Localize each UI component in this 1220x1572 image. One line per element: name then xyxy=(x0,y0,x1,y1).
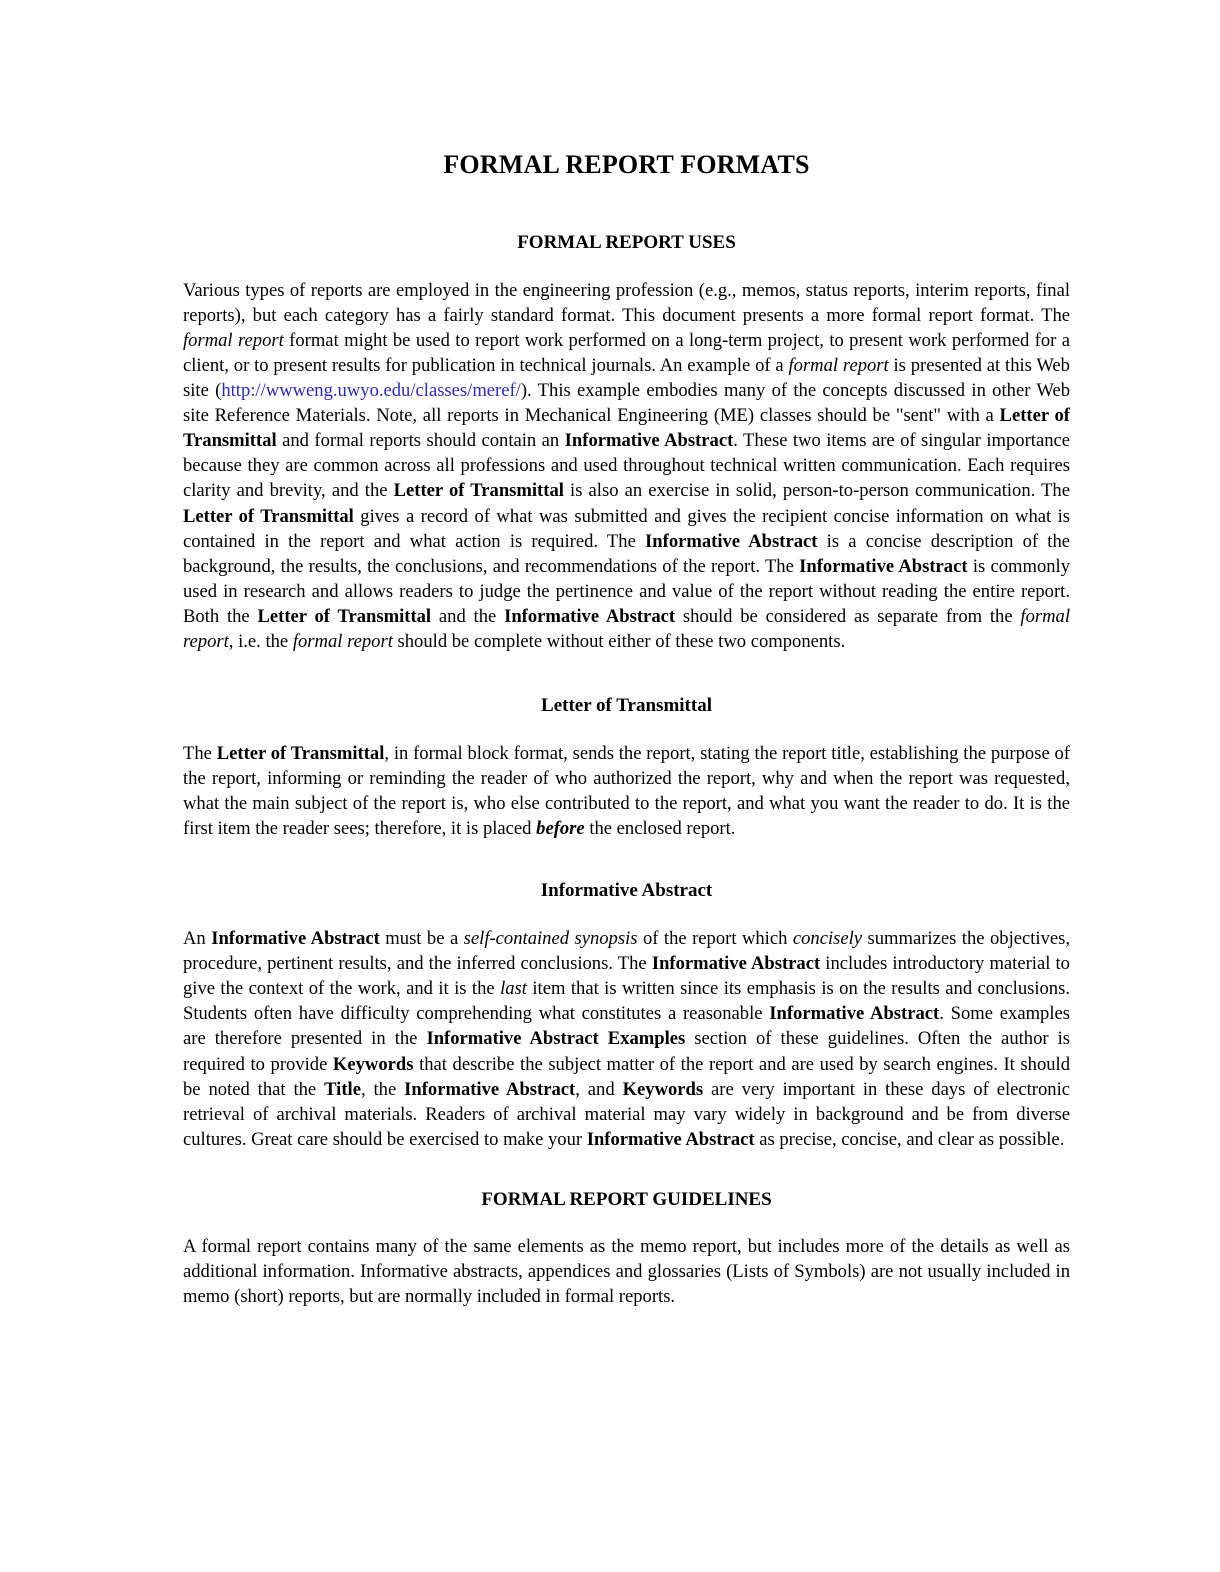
strong-letter-of-transmittal: Letter of Transmittal xyxy=(393,480,564,502)
strong-keywords: Keywords xyxy=(332,1053,414,1075)
strong-informative-abstract: Informative Abstract xyxy=(504,605,676,627)
strong-informative-abstract: Informative Abstract xyxy=(651,953,821,975)
strong-emphasis-before: before xyxy=(536,818,585,840)
text-run: of the report which xyxy=(637,928,793,950)
text-run: is presented at this Web site ( xyxy=(183,354,1070,402)
text-run: , and xyxy=(575,1078,623,1100)
text-run: must be a xyxy=(379,928,464,950)
text-run: gives a record of what was submitted and gives the recipient concise information on what is contained in the report and what action is required. The xyxy=(183,505,1070,552)
strong-letter-of-transmittal: Letter of Transmittal xyxy=(257,605,432,627)
text-run: includes introductory material to give the context of the work, and it is the xyxy=(183,953,1070,1000)
strong-informative-abstract: Informative Abstract xyxy=(645,530,818,552)
text-run: , i.e. the xyxy=(228,631,293,652)
emphasis-formal-report: formal report xyxy=(788,354,889,376)
strong-informative-abstract: Informative Abstract xyxy=(211,928,380,950)
emphasis-formal-report: formal report xyxy=(183,605,1070,652)
text-run: format might be used to report work performed on a long-term project, to present work performed for a client, or to present results for publication in technical journals. An example of a xyxy=(183,329,1070,376)
text-run: and the xyxy=(431,605,505,627)
strong-letter-of-transmittal: Letter of Transmittal xyxy=(183,405,1070,452)
paragraph-letter-of-transmittal xyxy=(183,718,1070,841)
hyperlink-meref[interactable]: http://wwweng.uwyo.edu/classes/meref/ xyxy=(221,380,521,402)
text-run: An xyxy=(183,928,212,950)
text-run: A formal report contains many of the same elements as the memo report, but includes more of the details as well as additional information. Informative abstracts, appendices and glossaries (Lists of Symbols) are not usually included in memo (short) reports, but are normally included in formal reports. xyxy=(183,1235,1070,1307)
text-run: as precise, concise, and clear as possible. xyxy=(754,1128,1065,1150)
page-title: FORMAL REPORT FORMATS xyxy=(443,150,810,179)
strong-informative-abstract: Informative Abstract xyxy=(564,430,734,452)
emphasis-formal-report: formal report xyxy=(183,329,284,351)
text-run: should be complete without either of these two components. xyxy=(392,631,846,652)
emphasis-self-contained-synopsis: self-contained synopsis xyxy=(463,928,638,950)
text-run: and formal reports should contain an xyxy=(276,430,565,452)
paragraph-informative-abstract xyxy=(183,903,1070,1152)
subsection-heading-informative-abstract: Informative Abstract xyxy=(540,880,713,902)
strong-keywords: Keywords xyxy=(622,1078,704,1100)
emphasis-concisely: concisely xyxy=(792,928,863,950)
text-run: . Some examples are therefore presented in the xyxy=(183,1003,1070,1050)
strong-informative-abstract: Informative Abstract xyxy=(799,555,968,577)
strong-title: Title xyxy=(324,1078,361,1100)
text-run: , the xyxy=(360,1078,405,1100)
subsection-heading-letter-of-transmittal: Letter of Transmittal xyxy=(541,695,712,717)
section-heading-formal-report-guidelines: FORMAL REPORT GUIDELINES xyxy=(481,1188,772,1210)
paragraph-formal-report-guidelines xyxy=(183,1212,1070,1309)
text-run: is also an exercise in solid, person-to-person communication. The xyxy=(563,480,1070,502)
emphasis-last: last xyxy=(500,978,527,1000)
text-run: is commonly used in research and allows readers to judge the pertinence and value of the report without reading the entire report. Both the xyxy=(183,555,1071,627)
text-run: that describe the subject matter of the report and are used by search engines. It should be noted that the xyxy=(183,1053,1070,1100)
text-run: summarizes the objectives, procedure, pertinent results, and the inferred conclusions. The xyxy=(183,928,1071,975)
strong-letter-of-transmittal: Letter of Transmittal xyxy=(216,742,385,764)
text-run: ). This example embodies many of the concepts discussed in other Web site Reference Materials. Note, all reports in Mechanical Engineering (ME) classes should be "sent" with a xyxy=(183,380,1070,427)
text-run: item that is written since its emphasis is on the results and conclusions. Students often have difficulty comprehending what constitutes a reasonable xyxy=(183,978,1070,1025)
section-heading-formal-report-uses: FORMAL REPORT USES xyxy=(517,231,736,253)
strong-informative-abstract: Informative Abstract xyxy=(586,1128,755,1150)
strong-informative-abstract: Informative Abstract xyxy=(404,1078,576,1100)
strong-informative-abstract: Informative Abstract xyxy=(769,1003,940,1025)
text-run: Various types of reports are employed in the engineering profession (e.g., memos, status reports, interim reports, final reports), but each category has a fairly standard format. This document presents a more formal report format. The xyxy=(183,279,1070,326)
strong-informative-abstract-examples: Informative Abstract Examples xyxy=(426,1028,686,1050)
text-run: is a concise description of the background, the results, the conclusions, and recommendations of the report. The xyxy=(183,530,1071,577)
text-run: , in formal block format, sends the report, stating the report title, establishing the purpose of the report, informing or reminding the reader of who authorized the report, why and when the report was requested, what the main subject of the report is, who else contributed to the report, and what you want the reader to do. It is the first item the reader sees; therefore, it is placed xyxy=(183,742,1070,840)
text-run: the enclosed report. xyxy=(584,818,736,840)
emphasis-formal-report: formal report xyxy=(292,631,393,652)
document-content xyxy=(183,0,1070,1309)
paragraph-formal-report-uses xyxy=(183,255,1070,654)
text-run: The xyxy=(183,742,217,764)
strong-letter-of-transmittal: Letter of Transmittal xyxy=(183,505,354,527)
text-run: are very important in these days of electronic retrieval of archival materials. Readers of archival material may vary widely in background and be from diverse cultures. Great care should be exercised to make your xyxy=(183,1078,1070,1150)
text-run: . These two items are of singular importance because they are common across all professions and used throughout technical written communication. Each requires clarity and brevity, and the xyxy=(183,430,1070,502)
text-run: should be considered as separate from the xyxy=(675,605,1021,627)
text-run: section of these guidelines. Often the author is required to provide xyxy=(183,1028,1071,1075)
